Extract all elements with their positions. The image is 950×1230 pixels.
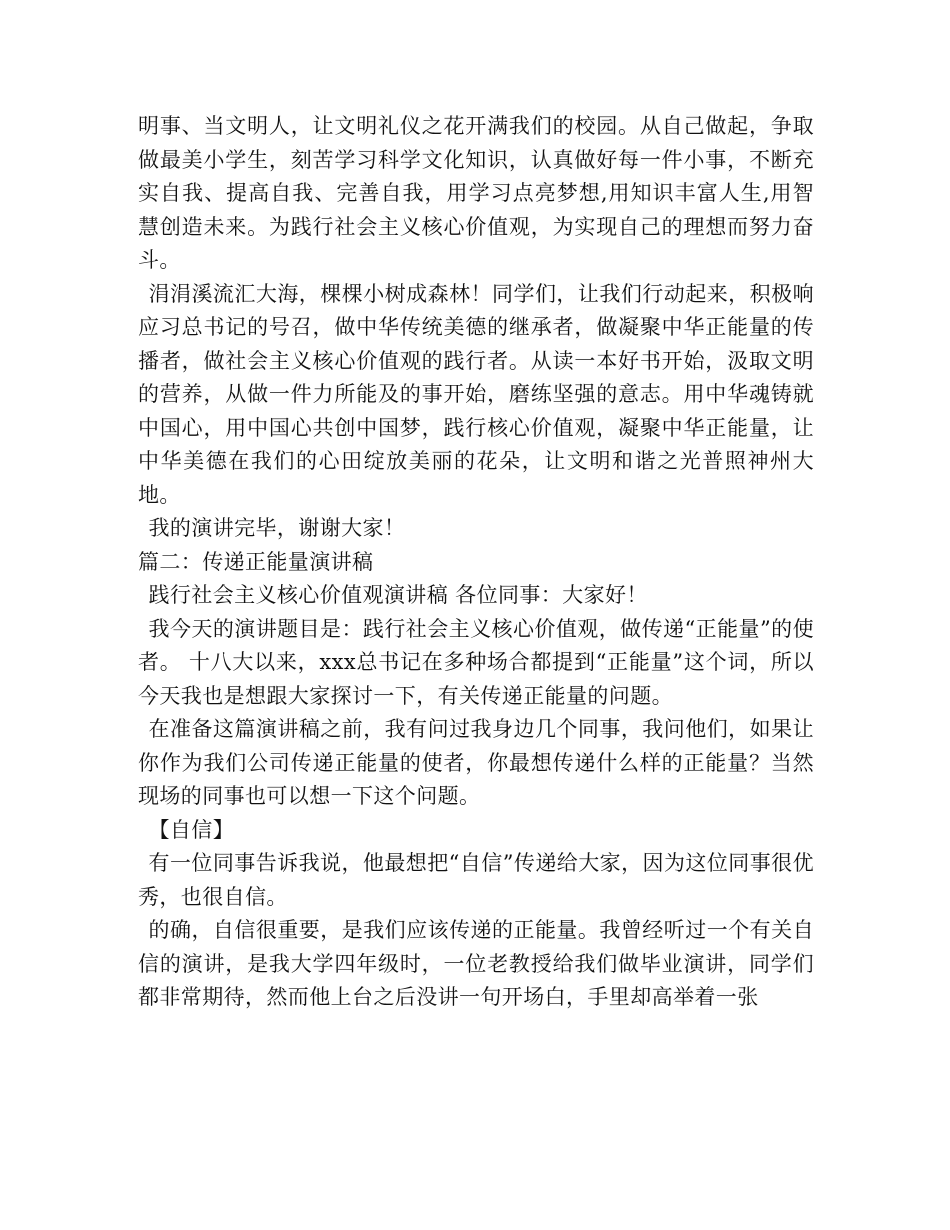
- paragraph-3: 我的演讲完毕，谢谢大家！: [148, 516, 406, 540]
- paragraph-7: 有一位同事告诉我说，他最想把“自信”传递给大家，因为这位同事很优秀，也很自信。: [138, 851, 814, 909]
- paragraph-4: 践行社会主义核心价值观演讲稿 各位同事：大家好！: [148, 583, 648, 607]
- paragraph-6: 在准备这篇演讲稿之前，我有问过我身边几个同事，我问他们，如果让你作为我们公司传递正能量的使者，你最想传递什么样的正能量？当然现场的同事也可以想一下这个问题。: [138, 717, 814, 808]
- document-body: [138, 110, 814, 1015]
- paragraph-5: 我今天的演讲题目是：践行社会主义核心价值观，做传递“正能量”的使者。 十八大以来，xxx总书记在多种场合都提到“正能量”这个词，所以今天我也是想跟大家探讨一下，有关传递正能量的问题。: [138, 616, 814, 708]
- section-heading: 篇二：传递正能量演讲稿: [138, 549, 374, 574]
- paragraph-2: 涓涓溪流汇大海，棵棵小树成森林！同学们，让我们行动起来，积极响应习总书记的号召，做中华传统美德的继承者，做凝聚中华正能量的传播者，做社会主义核心价值观的践行者。从读一本好书开始，汲取文明的营养，从做一件力所能及的事开始，磨练坚强的意志。用中华魂铸就中国心，用中国心共创中国梦，践行核心价值观，凝聚中华正能量，让中华美德在我们的心田绽放美丽的花朵，让文明和谐之光普照神州大地。: [138, 281, 814, 507]
- subheading-confidence: 【自信】: [148, 817, 235, 842]
- paragraph-1: 明事、当文明人，让文明礼仪之花开满我们的校园。从自己做起，争取做最美小学生，刻苦学习科学文化知识，认真做好每一件小事，不断充实自我、提高自我、完善自我，用学习点亮梦想,用知识丰富人生,用智慧创造未来。为践行社会主义核心价值观，为实现自己的理想而努力奋斗。: [138, 114, 814, 272]
- paragraph-8: 的确，自信很重要，是我们应该传递的正能量。我曾经听过一个有关自信的演讲，是我大学四年级时，一位老教授给我们做毕业演讲，同学们都非常期待，然而他上台之后没讲一句开场白，手里却高举着一张: [138, 918, 814, 1009]
